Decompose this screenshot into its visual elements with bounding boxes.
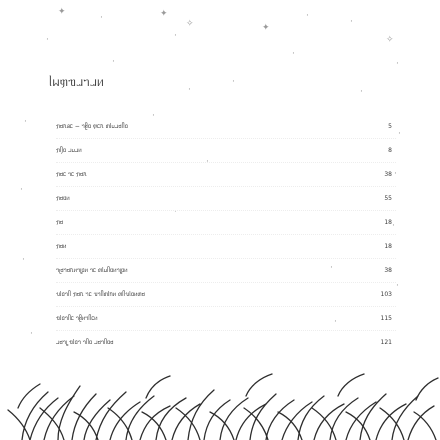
menu-item-label: ᥐᥨᥛᥐᥛᥰᥢᥐᥧᥝᥢ ᥐᥴ ᥖᥣᥙᥥᥝᥢᥐᥧᥝᥢ [56, 266, 128, 274]
sparkle-icon: · [306, 11, 309, 21]
sparkle-icon: ✧ [186, 19, 194, 29]
menu-item-price: 115 [380, 315, 392, 322]
menu-item-price: 18 [384, 243, 392, 250]
list-item [56, 282, 396, 306]
sparkle-icon: · [398, 129, 401, 139]
list-item [56, 138, 396, 162]
sparkle-icon: · [232, 77, 235, 87]
sparkle-icon: · [396, 59, 399, 69]
menu-title: ᥣᥕᥞᥓᥘᥐᥘᥢ [49, 75, 104, 89]
menu-item-price: 38 [384, 171, 392, 178]
list-item [56, 207, 396, 234]
menu-item-price: 5 [388, 123, 392, 130]
sparkle-icon: · [100, 13, 103, 23]
menu-item-label: ᥟᥛᥴ ᥐᥴ ᥟᥛᥰ [56, 170, 87, 178]
menu-item-price: 55 [384, 195, 392, 202]
menu-item-price: 121 [380, 339, 392, 346]
sparkle-icon: · [334, 317, 337, 327]
sparkle-icon: · [174, 31, 177, 41]
list-item [56, 234, 396, 258]
menu-item-label: ᥟᥛᥢ [56, 242, 67, 250]
sparkle-icon: · [350, 17, 353, 27]
menu-item-label: ᥟᥦᥝ ᥘᥙᥘᥢ [56, 146, 82, 154]
sparkle-icon: ✧ [386, 35, 394, 45]
menu-item-price: 38 [384, 267, 392, 274]
sparkle-icon: · [188, 85, 191, 95]
sparkle-icon: · [30, 329, 33, 339]
list-item [56, 330, 396, 354]
sparkle-icon: · [174, 207, 177, 217]
sparkle-icon: · [292, 49, 295, 59]
sparkle-icon: ✦ [262, 23, 270, 33]
menu-item-label: ᥘᥛᥐᥧ ᥓᥣᥝᥐ ᥐᥥᥝ ᥘᥛᥐᥥᥝᥛ [56, 338, 114, 346]
sparkle-icon: · [360, 87, 363, 97]
sparkle-icon: ✦ [58, 7, 66, 17]
menu-item-label: ᥟᥛ [56, 218, 64, 226]
sparkle-icon: · [330, 263, 333, 273]
menu-item-label: ᥓᥣᥝᥐᥥᥴ ᥐᥪᥢᥐᥥᥴᥢ [56, 314, 98, 322]
sparkle-icon: · [112, 57, 115, 67]
menu-item-label: ᥔᥣᥝᥐᥥ ᥟᥛᥰ ᥐᥴ ᥔᥐᥥᥖᥣᥒᥢ ᥖᥥᥔᥣᥝᥢᥖᥛ [56, 290, 145, 298]
list-item [56, 258, 396, 282]
sparkle-icon: · [24, 117, 27, 127]
sparkle-icon: · [22, 255, 25, 265]
list-item [56, 115, 396, 138]
menu-item-label: ᥟᥛᥰᥑᥴ − ᥐᥪᥝ ᥞᥴᥰ ᥖᥣᥙᥘᥛᥥᥝ [56, 122, 128, 130]
list-item [56, 306, 396, 330]
sparkle-icon: · [152, 111, 155, 121]
sparkle-icon: ✦ [160, 9, 168, 19]
menu-item-price: 18 [384, 219, 392, 226]
sparkle-icon: · [394, 169, 397, 179]
sparkle-icon: · [392, 221, 395, 231]
menu-list [56, 115, 396, 354]
menu-item-price: 103 [380, 291, 392, 298]
list-item [56, 162, 396, 186]
menu-item-label: ᥟᥛᥝᥢ [56, 194, 70, 202]
list-item [56, 186, 396, 210]
sparkle-icon: · [46, 35, 49, 45]
foliage-illustration [0, 368, 440, 440]
sparkle-icon: · [206, 157, 209, 167]
sparkle-icon: · [20, 185, 23, 195]
menu-item-price: 8 [388, 147, 392, 154]
sparkle-icon: · [396, 281, 399, 291]
